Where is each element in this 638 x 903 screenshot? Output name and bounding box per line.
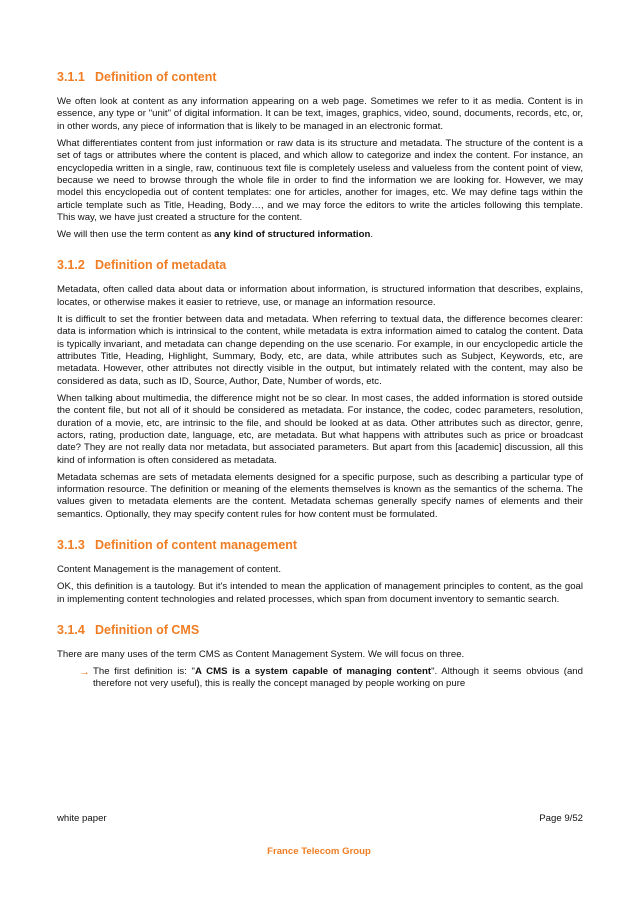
paragraph-conclusion bbox=[57, 229, 583, 241]
bullet-text bbox=[93, 666, 583, 691]
bold-phrase: any kind of structured information bbox=[214, 229, 371, 241]
paragraph: Metadata, often called data about data or information about information, is structured information that describes, explains, locates, or otherwise makes it easier to retrieve, use, or manage an information resource. bbox=[57, 284, 583, 308]
section-number: 3.1.2 bbox=[57, 258, 85, 273]
section-definition-of-content bbox=[57, 70, 583, 241]
paragraph: OK, this definition is a tautology. But it's intended to mean the application of management principles to content, as the goal in implementing content technologies and related processes, which span from document inventory to semantic search. bbox=[57, 581, 583, 605]
section-heading bbox=[57, 70, 583, 84]
bold-phrase: A CMS is a system capable of managing content bbox=[194, 665, 432, 677]
section-title: Definition of content management bbox=[95, 538, 298, 553]
section-definition-of-cms bbox=[57, 623, 583, 691]
section-number: 3.1.3 bbox=[57, 538, 85, 553]
paragraph: We often look at content as any information appearing on a web page. Sometimes we refer to it as media. Content is in essence, any type or "unit" of digital information. It can be text, images, graphics, video, sound, documents, records, etc, or, in other words, any piece of information that is likely to be managed in an electronic format. bbox=[57, 96, 583, 132]
section-number: 3.1.1 bbox=[57, 70, 85, 84]
section-heading bbox=[57, 258, 583, 272]
document-body bbox=[57, 70, 583, 708]
page-number: Page 9/52 bbox=[539, 813, 583, 824]
paragraph: There are many uses of the term CMS as Content Management System. We will focus on three. bbox=[57, 649, 465, 660]
section-heading bbox=[57, 623, 583, 637]
text-run: The first definition is: " bbox=[93, 665, 195, 677]
paragraph: Metadata schemas are sets of metadata elements designed for a specific purpose, such as describing a particular type of information resource. The definition or meaning of the elements themselves is known as the semantics of the schema. The values given to metadata elements are the content. Metadata schemas generally specify names of elements and their semantics. Optionally, they may specify content rules for how content must be formulated. bbox=[57, 471, 583, 520]
footer-organization: France Telecom Group bbox=[267, 846, 371, 857]
section-heading bbox=[57, 538, 583, 552]
section-number: 3.1.4 bbox=[57, 623, 85, 637]
paragraph: It is difficult to set the frontier between data and metadata. When referring to textual data, the difference becomes clearer: data is information which is intrinsical to the content, while metadata is extra information aimed to catalog the content. Data is typically invariant, and metadata can change depending on the use scenario. For example, in our encyclopedic article the attributes Title, Heading, Highlight, Summary, Body, etc, are data, while attributes such as Subject, Keywords, etc, are metadata. However, other attributes not directly visible in the output, but intimately related with the content, may also be considered as data, such as ID, Source, Author, Date, Number of words, etc. bbox=[57, 313, 583, 387]
paragraph: What differentiates content from just information or raw data is its structure and metadata. The structure of the content is a set of tags or attributes where the content is placed, and which allow to categorize and index the content. For instance, an encyclopedia written in a single, raw, continuous text file is completely useless and valueless from the content point of view, because we need to browse through the whole file in order to find the information we are looking for. However, we may model this encyclopedia out of content templates: one for articles, another for images, etc. We may define tags within the article template such as Title, Heading, Body…, and we may force the editors to write the articles following this template. This way, we have just created a structure for the content. bbox=[57, 137, 583, 224]
paragraph: When talking about multimedia, the difference might not be so clear. In most cases, the added information is stored outside the content file, but not all of it should be considered as metadata. For instance, the codec, codec parameters, resolution, duration of a movie, etc, are intrinsic to the file, and should be looked at as data. Other attributes such as director, genre, actors, rating, production date, language, etc, are metadata. But what happens with attributes such as price or broadcast date? They are not really data nor metadata, but associated parameters. But apart from this [academic] discussion, all this kind of information is often considered as metadata. bbox=[57, 392, 583, 466]
section-title: Definition of CMS bbox=[95, 623, 200, 637]
page-footer bbox=[57, 813, 583, 824]
section-definition-of-metadata bbox=[57, 258, 583, 521]
section-title: Definition of metadata bbox=[95, 258, 227, 273]
bullet-item bbox=[79, 666, 583, 691]
text-run: ". Although it seems obvious (and therefore not very useful), this is really the concept managed by people working on pure bbox=[93, 665, 583, 690]
footer-doc-type: white paper bbox=[57, 813, 107, 824]
text-run: We will then use the term content as bbox=[57, 229, 215, 241]
arrow-bullet-icon: → bbox=[79, 665, 90, 678]
section-definition-of-content-management bbox=[57, 538, 583, 606]
paragraph: Content Management is the management of content. bbox=[57, 564, 281, 576]
section-title: Definition of content bbox=[95, 70, 217, 84]
text-run: . bbox=[370, 229, 373, 241]
